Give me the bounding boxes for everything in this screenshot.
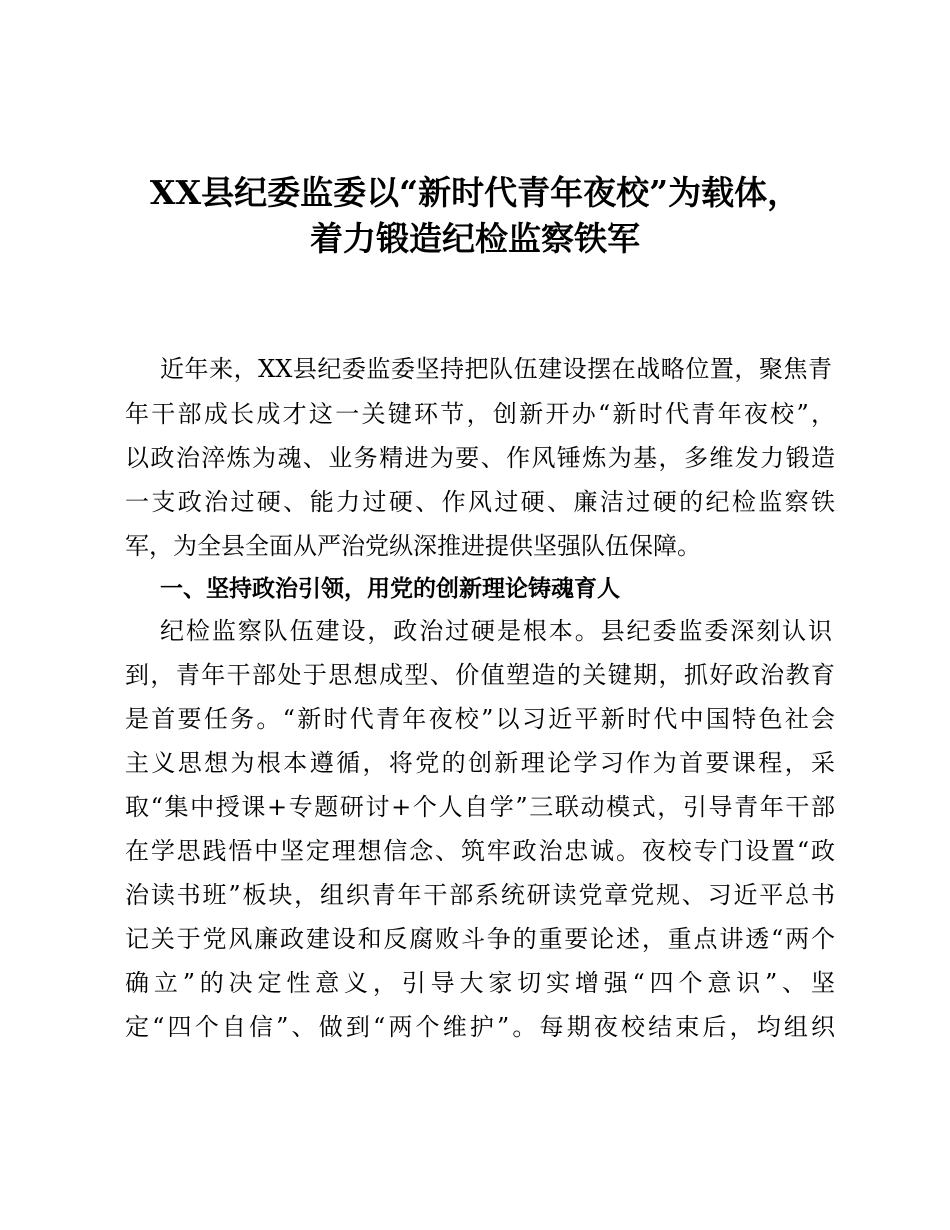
- paragraph-2-line-9: 确立”的决定性意义，引导大家切实增强“四个意识”、坚: [125, 969, 835, 997]
- paragraph-2-line-4: 主义思想为根本遵循，将党的创新理论学习作为首要课程，采: [125, 749, 835, 777]
- paragraph-2-line-10: 定“四个自信”、做到“两个维护”。每期夜校结束后，均组织: [125, 1013, 835, 1041]
- paragraph-2-line-1: 纪检监察队伍建设，政治过硬是根本。县纪委监委深刻认识: [160, 617, 832, 645]
- paragraph-1-line-1: 近年来，XX县纪委监委坚持把队伍建设摆在战略位置，聚焦青: [160, 355, 832, 383]
- paragraph-2-line-5: 取“集中授课+专题研讨+个人自学”三联动模式，引导青年干部: [125, 793, 835, 821]
- paragraph-2-line-3: 是首要任务。“新时代青年夜校”以习近平新时代中国特色社会: [125, 705, 835, 733]
- paragraph-2-line-2: 到，青年干部处于思想成型、价值塑造的关键期，抓好政治教育: [125, 661, 835, 689]
- paragraph-1-line-2: 年干部成长成才这一关键环节，创新开办“新时代青年夜校”，: [125, 400, 835, 428]
- paragraph-2-line-6: 在学思践悟中坚定理想信念、筑牢政治忠诚。夜校专门设置“政: [125, 837, 835, 865]
- paragraph-1-line-4: 一支政治过硬、能力过硬、作风过硬、廉洁过硬的纪检监察铁: [125, 488, 835, 516]
- paragraph-1-line-3: 以政治淬炼为魂、业务精进为要、作风锤炼为基，多维发力锻造: [125, 444, 835, 472]
- document-title-line-2: 着力锻造纪检监察铁军: [310, 219, 640, 258]
- paragraph-2-line-7: 治读书班”板块，组织青年干部系统研读党章党规、习近平总书: [125, 881, 835, 909]
- paragraph-1-line-5: 军，为全县全面从严治党纵深推进提供坚强队伍保障。: [125, 532, 701, 560]
- paragraph-2-line-8: 记关于党风廉政建设和反腐败斗争的重要论述，重点讲透“两个: [125, 925, 835, 953]
- section-heading-1: 一、坚持政治引领，用党的创新理论铸魂育人: [160, 576, 620, 602]
- document-title-line-1: XX县纪委监委以“新时代青年夜校”为载体，: [149, 173, 801, 212]
